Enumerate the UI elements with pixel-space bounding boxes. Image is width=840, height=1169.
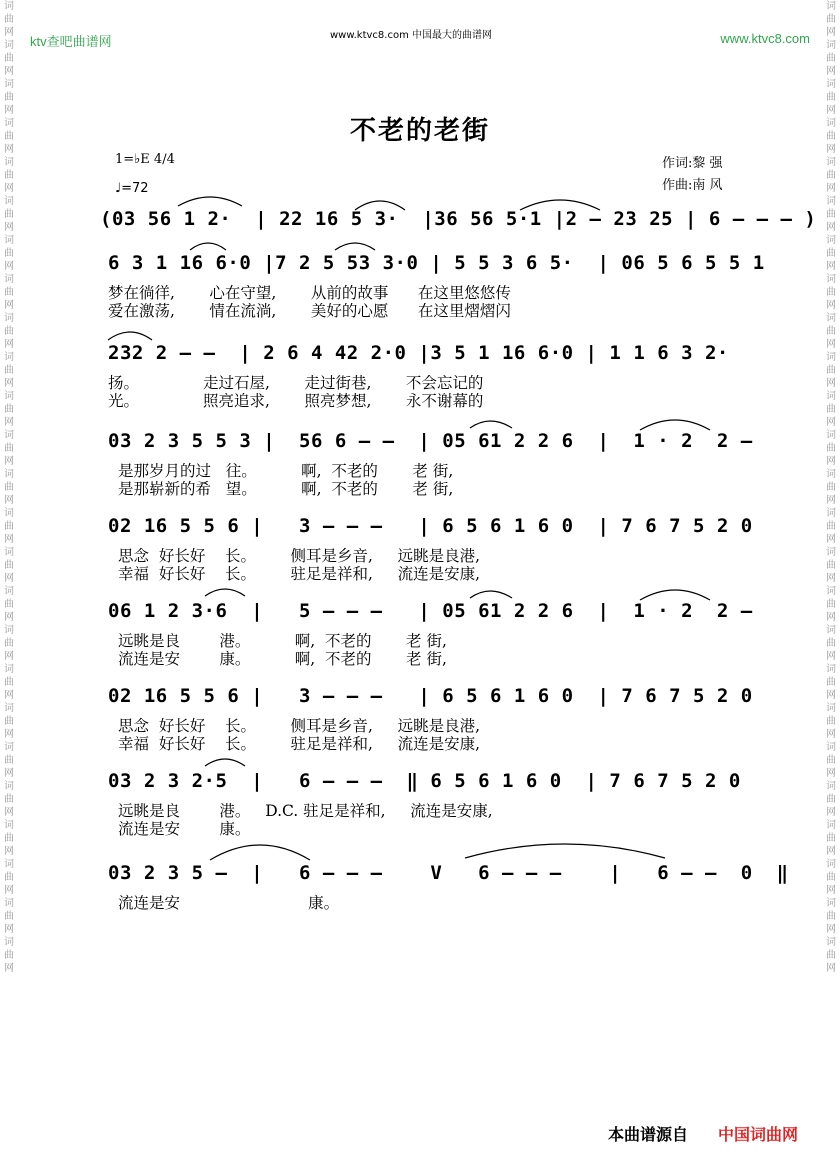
right-watermark: 词曲网词曲网词曲网词曲网词曲网词曲网词曲网词曲网词曲网词曲网词曲网词曲网词曲网词曲网词曲网词曲网词曲网词曲网词曲网词曲网词曲网词曲网词曲网词曲网词曲网 <box>826 1 836 974</box>
song-title: 不老的老街 <box>349 116 490 146</box>
score-row-3-lyric-1: 是那岁月的过 往。 啊, 不老的 老 街, <box>118 462 454 480</box>
composer-credit: 作曲:南 风 <box>662 178 723 193</box>
score-row-intro: (03 56 1 2· | 22 16 5 3· |36 56 5·1 |2 — 23 25 | 6 — — — ) <box>100 208 817 230</box>
left-watermark: 词曲网词曲网词曲网词曲网词曲网词曲网词曲网词曲网词曲网词曲网词曲网词曲网词曲网词曲网词曲网词曲网词曲网词曲网词曲网词曲网词曲网词曲网词曲网词曲网词曲网 <box>4 1 14 974</box>
score-row-6-lyric-2: 幸福 好长好 长。 驻足是祥和, 流连是安康, <box>118 735 481 753</box>
tempo-marking: ♩=72 <box>115 181 149 196</box>
score-row-5-notes: 06 1 2 3·6 | 5 — — — | 05 61 2 2 6 | 1 · 2 2 — <box>108 600 753 622</box>
score-row-4-lyric-1: 思念 好长好 长。 侧耳是乡音, 远眺是良港, <box>118 547 481 565</box>
score-row-3-notes: 03 2 3 5 5 3 | 56 6 — — | 05 61 2 2 6 | 1 · 2 2 — <box>108 430 753 452</box>
score-row-8-lyric-1: 流连是安 康。 <box>118 894 340 912</box>
score-row-1-lyric-1: 梦在徜徉, 心在守望, 从前的故事 在这里悠悠传 <box>108 284 511 302</box>
header-site-right[interactable]: www.ktvc8.com <box>720 31 810 46</box>
key-signature: 1=♭E 4/4 <box>115 152 175 167</box>
header-site-left[interactable]: ktv查吧曲谱网 <box>30 34 112 49</box>
score-row-7-lyric-2: 流连是安 康。 <box>118 820 251 838</box>
score-row-1-notes: 6 3 1 16 6·0 |7 2 5 53 3·0 | 5 5 3 6 5· | 06 5 6 5 5 1 <box>108 252 765 274</box>
lyricist-credit: 作词:黎 强 <box>662 156 723 171</box>
score-row-8-notes: 03 2 3 5 — | 6 — — — V 6 — — — | 6 — — 0 ‖ <box>108 862 789 884</box>
score-row-2-lyric-2: 光。 照亮追求, 照亮梦想, 永不谢幕的 <box>108 392 484 410</box>
score-row-7-lyric-1: 远眺是良 港。 D.C. 驻足是祥和, 流连是安康, <box>118 802 493 820</box>
score-row-3-lyric-2: 是那崭新的希 望。 啊, 不老的 老 街, <box>118 480 454 498</box>
score-row-6-lyric-1: 思念 好长好 长。 侧耳是乡音, 远眺是良港, <box>118 717 481 735</box>
header-site-center: www.ktvc8.com 中国最大的曲谱网 <box>330 30 493 41</box>
score-row-2-lyric-1: 扬。 走过石屋, 走过街巷, 不会忘记的 <box>108 374 484 392</box>
source-label: 本曲谱源自 <box>608 1125 689 1144</box>
score-row-1-lyric-2: 爱在激荡, 情在流淌, 美好的心愿 在这里熠熠闪 <box>108 302 511 320</box>
score-row-4-notes: 02 16 5 5 6 | 3 — — — | 6 5 6 1 6 0 | 7 6 7 5 2 0 <box>108 515 753 537</box>
source-brand-link[interactable]: 中国词曲网 <box>718 1125 799 1144</box>
score-row-5-lyric-2: 流连是安 康。 啊, 不老的 老 街, <box>118 650 447 668</box>
score-row-6-notes: 02 16 5 5 6 | 3 — — — | 6 5 6 1 6 0 | 7 6 7 5 2 0 <box>108 685 753 707</box>
score-row-5-lyric-1: 远眺是良 港。 啊, 不老的 老 街, <box>118 632 447 650</box>
score-row-2-notes: 232 2 — — | 2 6 4 42 2·0 |3 5 1 16 6·0 | 1 1 6 3 2· <box>108 342 729 364</box>
score-row-7-notes: 03 2 3 2·5 | 6 — — — ‖ 6 5 6 1 6 0 | 7 6 7 5 2 0 <box>108 770 741 792</box>
score-row-4-lyric-2: 幸福 好长好 长。 驻足是祥和, 流连是安康, <box>118 565 481 583</box>
